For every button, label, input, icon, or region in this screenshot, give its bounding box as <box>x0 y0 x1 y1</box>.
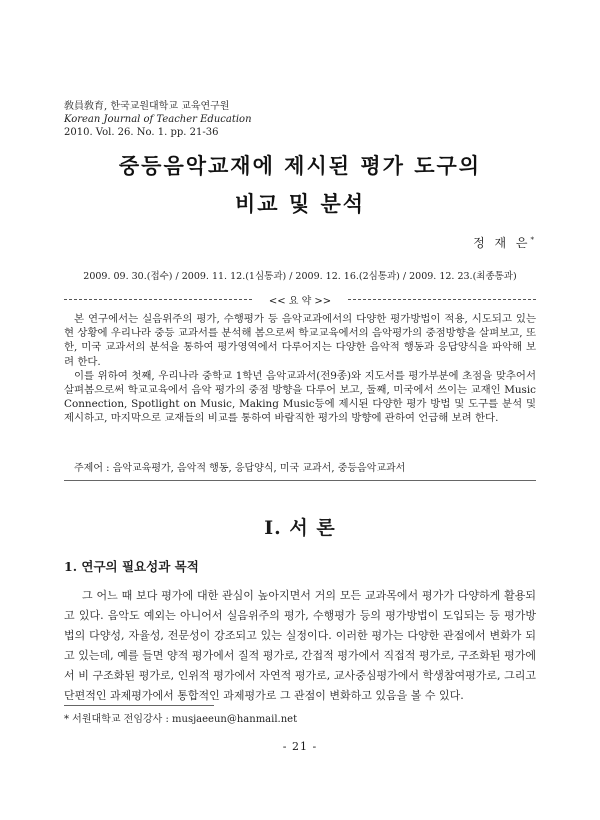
footnote-rule <box>64 705 214 706</box>
abstract-paragraph-2: 이를 위하여 첫째, 우리나라 중학교 1학년 음악교과서(전9종)와 지도서를 평가부분에 초점을 맞추어서 살펴봄으로써 학교교육에서 음악 평가의 중점 방향을 다루어 보고, 둘째, 미국에서 쓰이는 교재인 Music Connection, Spotlight on Music, Making Music등에 제시된 다양한 평가 방법 및 도구를 분석 및 제시하고, 마지막으로 교재들의 비교를 통하여 바람직한 평가의 방향에 관하여 언급해 보려 한다. <box>64 369 536 425</box>
subsection-title: 1. 연구의 필요성과 목적 <box>64 559 199 574</box>
review-dates: 2009. 09. 30.(접수) / 2009. 11. 12.(1심통과) / 2009. 12. 16.(2심통과) / 2009. 12. 23.(최종통과) <box>83 271 517 282</box>
journal-name-korean: 敎員敎育, 한국교원대학교 교육연구원 <box>64 101 230 112</box>
journal-citation: 2010. Vol. 26. No. 1. pp. 21-36 <box>64 127 219 138</box>
journal-info <box>64 100 252 139</box>
abstract-header <box>64 292 536 306</box>
section-title: I. 서 론 <box>264 517 336 539</box>
journal-name-english: Korean Journal of Teacher Education <box>64 114 252 125</box>
author-footnote-mark: * <box>530 236 534 244</box>
body-text <box>64 586 536 706</box>
abstract-body <box>64 312 536 426</box>
abstract-label: << 요 약 >> <box>268 296 332 307</box>
body-paragraph: 그 어느 때 보다 평가에 대한 관심이 높아지면서 거의 모든 교과목에서 평가가 다양하게 활용되고 있다. 음악도 예외는 아니어서 실음위주의 평가, 수행평가 등의 평가방법이 도입되는 등 평가방법의 다양성, 자율성, 전문성이 강조되고 있는 실정이다. 이러한 평가는 다양한 관점에서 변화가 되고 있는데, 예를 들면 양적 평가에서 질적 평가로, 간접적 평가에서 직접적 평가로, 구조화된 평가에서 비 구조화된 평가로, 인위적 평가에서 자연적 평가로, 교사중심평가에서 학생참여평가로, 그리고 단편적인 과제평가에서 통합적인 과제평가로 그 관점이 변화하고 있음을 볼 수 있다. <box>64 589 536 702</box>
footnote: * 서원대학교 전임강사 : musjaeeun@hanmail.net <box>64 714 298 725</box>
abstract-paragraph-1: 본 연구에서는 실음위주의 평가, 수행평가 등 음악교과에서의 다양한 평가방법이 적용, 시도되고 있는 현 상황에 우리나라 중등 교과서를 분석해 봄으로써 학교교육에서의 음악평가의 중점방향을 살펴보고, 또한, 미국 교과서의 분석을 통하여 평가영역에서 다루어지는 다양한 음악적 행동과 응답양식을 파악해 보려 한다. <box>64 313 536 368</box>
abstract-header-rule-right <box>348 299 536 300</box>
keywords: 주제어 : 음악교육평가, 음악적 행동, 응답양식, 미국 교과서, 중등음악교과서 <box>74 463 406 474</box>
paper-title-line1: 중등음악교재에 제시된 평가 도구의 <box>118 153 482 178</box>
page-number: - 21 - <box>282 740 318 753</box>
abstract-bottom-rule <box>64 480 536 481</box>
paper-title-line2: 비교 및 분석 <box>234 191 366 216</box>
author <box>473 234 534 251</box>
author-name: 정 재 은 <box>473 236 531 250</box>
